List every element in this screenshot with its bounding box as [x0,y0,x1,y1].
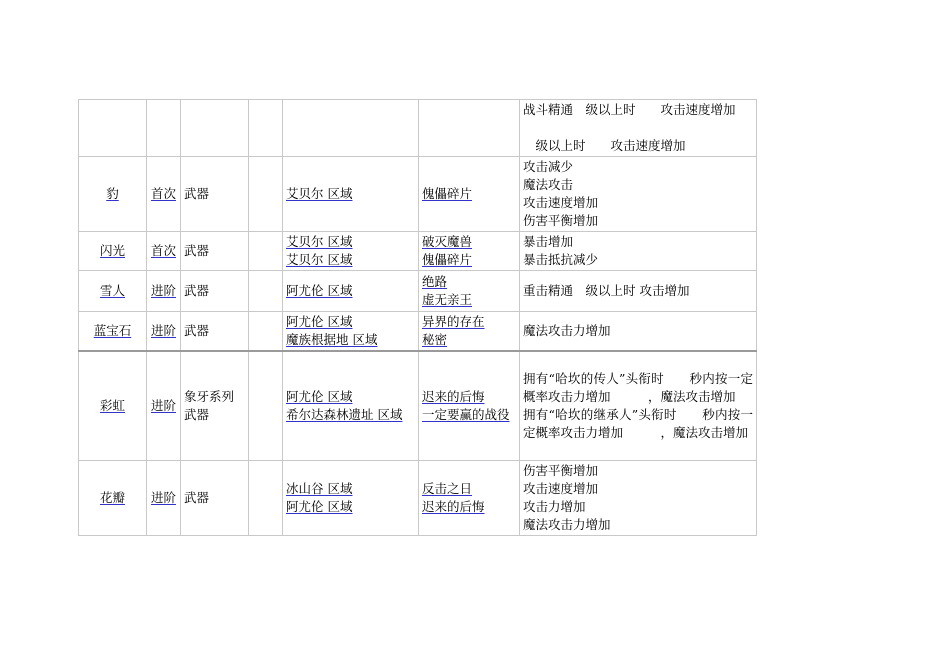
effect-line: 拥有“哈坎的继承人”头衔时 秒内按一定概率攻击力增加 ，魔法攻击增加 [523,407,753,440]
effect-cell [520,271,757,312]
empty-cell [249,312,283,352]
source-link[interactable]: 秘密 [422,332,448,347]
effect-cell [520,157,757,232]
source-link[interactable]: 一定要赢的战役 [422,407,510,422]
name-cell [79,312,147,352]
source-link[interactable]: 傀儡碎片 [422,186,473,201]
effect-line: 伤害平衡增加 [523,463,599,478]
weapon-table [78,99,757,536]
location-cell [283,100,419,157]
source-cell [419,312,520,352]
item-name-link[interactable]: 彩虹 [99,398,125,413]
category-cell: 武器 [181,461,249,536]
effect-line: 魔法攻击力增加 [523,323,611,338]
name-cell [79,351,147,461]
item-name-link[interactable]: 花瓣 [99,490,125,505]
location-link[interactable]: 艾贝尔 区域 [286,186,353,201]
location-cell [283,271,419,312]
empty-cell [249,100,283,157]
effect-line: 魔法攻击力增加 [523,517,611,532]
empty-cell [249,271,283,312]
location-link[interactable]: 艾贝尔 区域 [286,234,353,249]
type-cell [147,351,181,461]
item-name-link[interactable]: 蓝宝石 [93,323,132,338]
location-link[interactable]: 艾贝尔 区域 [286,252,353,267]
effect-cell [520,351,757,461]
effect-line: 战斗精通 级以上时 攻击速度增加 [523,102,736,117]
effect-line: 攻击减少 [523,159,574,174]
location-link[interactable]: 阿尤伦 区域 [286,389,353,404]
type-cell [147,232,181,271]
type-cell [147,271,181,312]
item-name-link[interactable]: 雪人 [99,283,125,298]
table-row [79,157,757,232]
table-row [79,232,757,271]
effect-cell [520,312,757,352]
source-link[interactable]: 虚无亲王 [422,292,473,307]
item-type-link[interactable]: 进阶 [150,283,176,298]
category-cell: 武器 [181,157,249,232]
item-name-link[interactable]: 闪光 [99,243,125,258]
source-link[interactable]: 绝路 [422,274,448,289]
category-cell: 武器 [181,312,249,352]
source-cell [419,157,520,232]
effect-cell [520,461,757,536]
type-cell [147,312,181,352]
table-row [79,100,757,157]
source-link[interactable]: 傀儡碎片 [422,252,473,267]
effect-line: 拥有“哈坎的传人”头衔时 秒内按一定概率攻击力增加 ，魔法攻击增加 [523,371,753,404]
empty-cell [249,461,283,536]
source-link[interactable]: 异界的存在 [422,314,485,329]
effect-line: 级以上时 攻击速度增加 [523,138,686,153]
category-cell: 武器 [181,232,249,271]
location-link[interactable]: 阿尤伦 区域 [286,499,353,514]
source-cell [419,100,520,157]
source-link[interactable]: 反击之日 [422,481,473,496]
item-type-link[interactable]: 进阶 [150,490,176,505]
location-cell [283,232,419,271]
location-cell [283,312,419,352]
name-cell [79,232,147,271]
location-cell [283,157,419,232]
effect-line: 暴击抵抗减少 [523,252,599,267]
effect-line: 攻击力增加 [523,499,586,514]
source-cell [419,271,520,312]
source-cell [419,351,520,461]
effect-line: 伤害平衡增加 [523,213,599,228]
source-link[interactable]: 破灭魔兽 [422,234,473,249]
empty-cell [249,157,283,232]
source-cell [419,232,520,271]
location-link[interactable]: 阿尤伦 区域 [286,314,353,329]
category-cell [181,100,249,157]
location-cell [283,461,419,536]
item-type-link[interactable]: 首次 [150,186,176,201]
source-link[interactable]: 迟来的后悔 [422,499,485,514]
effect-line: 攻击速度增加 [523,481,599,496]
effect-line: 暴击增加 [523,234,574,249]
empty-cell [249,232,283,271]
name-cell [79,100,147,157]
category-cell: 武器 [181,271,249,312]
effect-line: 攻击速度增加 [523,195,599,210]
source-cell [419,461,520,536]
type-cell [147,100,181,157]
item-type-link[interactable]: 首次 [150,243,176,258]
location-cell [283,351,419,461]
name-cell [79,157,147,232]
effect-line: 重击精通 级以上时 攻击增加 [523,283,690,298]
source-link[interactable]: 迟来的后悔 [422,389,485,404]
item-name-link[interactable]: 豹 [106,186,119,201]
name-cell [79,271,147,312]
effect-cell [520,100,757,157]
location-link[interactable]: 魔族根据地 区域 [286,332,378,347]
type-cell [147,461,181,536]
item-type-link[interactable]: 进阶 [150,398,176,413]
name-cell [79,461,147,536]
empty-cell [249,351,283,461]
item-type-link[interactable]: 进阶 [150,323,176,338]
table-row [79,351,757,461]
table-row [79,461,757,536]
effect-line: 魔法攻击 [523,177,574,192]
location-link[interactable]: 阿尤伦 区域 [286,283,353,298]
table-row [79,312,757,352]
type-cell [147,157,181,232]
category-cell: 象牙系列武器 [181,351,249,461]
effect-cell [520,232,757,271]
table-row [79,271,757,312]
location-link[interactable]: 希尔达森林遗址 区域 [286,407,403,422]
location-link[interactable]: 冰山谷 区域 [286,481,353,496]
